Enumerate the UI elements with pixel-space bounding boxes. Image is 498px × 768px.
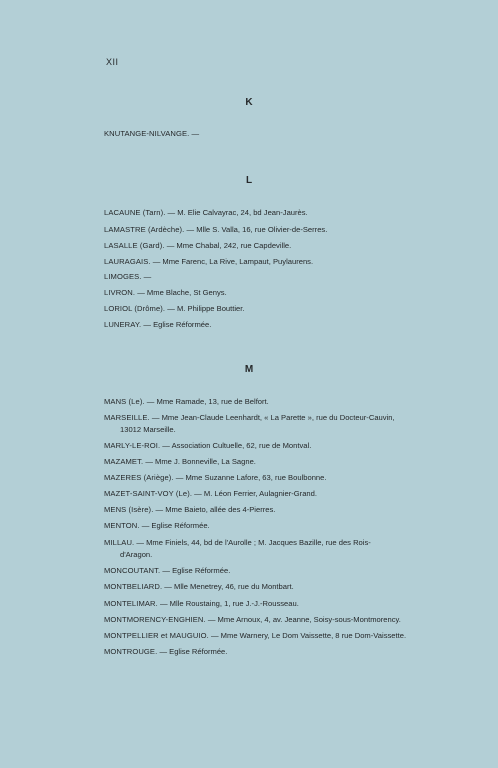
entry-text: — M. Léon Ferrier, Aulagnier-Grand. [194, 489, 317, 498]
place-name: MENTON. [104, 521, 140, 530]
place-name: LUNERAY. [104, 320, 142, 329]
list-item [104, 271, 434, 283]
entry-text: — Eglise Réformée. [141, 521, 210, 530]
entry-text: — Mme Finiels, 44, bd de l'Aurolle ; M. Jacques Bazille, rue des Rois- [136, 538, 371, 547]
entry-text: — M. Elie Calvayrac, 24, bd Jean-Jaurès. [167, 208, 308, 217]
place-name: MENS (Isère). [104, 505, 154, 514]
entry-text: — Mme Ramade, 13, rue de Belfort. [146, 397, 269, 406]
section-letter-l: L [245, 175, 253, 186]
list-item [104, 537, 434, 560]
entry-text: — Mme Suzanne Lafore, 63, rue Boulbonne. [175, 473, 327, 482]
list-item [104, 287, 434, 299]
place-name: MONTBELIARD. [104, 582, 163, 591]
place-name: LIMOGES. [104, 272, 142, 281]
list-item [104, 256, 434, 268]
place-name: MARSEILLE. [104, 413, 150, 422]
entry-text: — M. Philippe Bouttier. [167, 304, 245, 313]
entry-text: — Mme J. Bonneville, La Sagne. [145, 457, 256, 466]
list-item [104, 472, 434, 484]
entry-text: — Association Cultuelle, 62, rue de Montval. [162, 441, 312, 450]
list-item [104, 598, 434, 610]
list-item [104, 303, 434, 315]
list-item [104, 207, 434, 219]
entry-text: — Mlle S. Valla, 16, rue Olivier-de-Serres. [186, 225, 328, 234]
entry-text: — Mme Jean-Claude Leenhardt, « La Parette », rue du Docteur-Cauvin, [151, 413, 395, 422]
list-item [104, 128, 434, 140]
entry-text: — Mme Arnoux, 4, av. Jeanne, Soisy-sous-Montmorency. [207, 615, 401, 624]
list-item [104, 319, 434, 331]
place-name: MONCOUTANT. [104, 566, 161, 575]
list-item [104, 396, 434, 408]
entry-text: — Mme Warnery, Le Dom Vaissette, 8 rue Dom-Vaissette. [210, 631, 407, 640]
place-name: LAMASTRE (Ardèche). [104, 225, 185, 234]
place-name: MAZET-SAINT-VOY (Le). [104, 489, 193, 498]
entry-text: — Mme Farenc, La Rive, Lampaut, Puylaurens. [152, 257, 314, 266]
page-number: XII [106, 57, 119, 67]
list-item [104, 504, 434, 516]
list-item [104, 240, 434, 252]
list-item [104, 630, 434, 642]
place-name: LASALLE (Gard). [104, 241, 165, 250]
list-item [104, 646, 434, 658]
place-name: LAURAGAIS. [104, 257, 151, 266]
entry-continuation: 13012 Marseille. [120, 424, 176, 434]
section-letter-m: M [244, 364, 254, 375]
entry-text: — Mlle Menetrey, 46, rue du Montbart. [164, 582, 294, 591]
entry-text: — Eglise Réformée. [143, 320, 212, 329]
entry-text: — Mme Chabal, 242, rue Capdeville. [166, 241, 292, 250]
list-item [104, 520, 434, 532]
list-item [104, 581, 434, 593]
place-name: LACAUNE (Tarn). [104, 208, 166, 217]
list-item [104, 224, 434, 236]
list-item [104, 440, 434, 452]
place-name: MILLAU. [104, 538, 135, 547]
entry-text: — [143, 272, 152, 281]
place-name: MONTMORENCY-ENGHIEN. [104, 615, 206, 624]
place-name: MANS (Le). [104, 397, 145, 406]
place-name: LORIOL (Drôme). [104, 304, 166, 313]
entry-text: — Mlle Roustaing, 1, rue J.-J.-Rousseau. [159, 599, 299, 608]
place-name: MONTELIMAR. [104, 599, 158, 608]
section-letter-k: K [245, 97, 253, 108]
entry-text: — Eglise Réformée. [159, 647, 228, 656]
entry-text: — Mme Baieto, allée des 4-Pierres. [155, 505, 276, 514]
place-name: MAZAMET. [104, 457, 144, 466]
list-item [104, 412, 434, 435]
list-item [104, 488, 434, 500]
entry-text: — Eglise Réformée. [162, 566, 231, 575]
list-item [104, 565, 434, 577]
entry-continuation: d'Aragon. [120, 549, 153, 559]
list-item [104, 456, 434, 468]
place-name: MARLY-LE-ROI. [104, 441, 161, 450]
list-item [104, 614, 434, 626]
place-name: MONTPELLIER et MAUGUIO. [104, 631, 209, 640]
place-name: LIVRON. [104, 288, 136, 297]
entry-text: — Mme Blache, St Genys. [137, 288, 227, 297]
entry-text: — [191, 129, 200, 138]
place-name: MAZERES (Ariège). [104, 473, 174, 482]
place-name: KNUTANGE-NILVANGE. [104, 129, 190, 138]
place-name: MONTROUGE. [104, 647, 158, 656]
